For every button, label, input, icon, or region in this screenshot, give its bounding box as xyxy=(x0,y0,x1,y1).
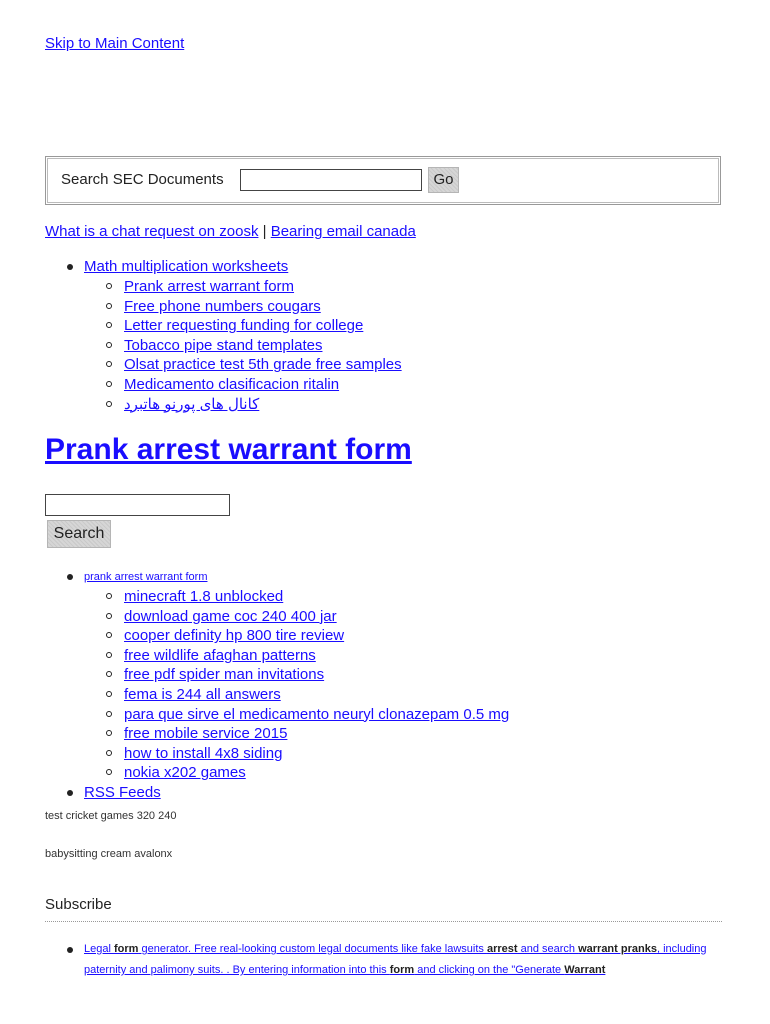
list-item xyxy=(84,277,402,297)
nav-top-item xyxy=(45,257,402,414)
nav-link-ritalin[interactable]: Medicamento clasificacion ritalin xyxy=(124,375,340,393)
nav-sub-list xyxy=(84,277,402,414)
crumb-link-bearing-email[interactable]: Bearing email canada xyxy=(270,223,416,240)
subscribe-bold-2: arrest xyxy=(486,943,518,955)
list-item xyxy=(84,355,402,375)
go-button[interactable]: Go xyxy=(428,167,459,193)
tag-link-wildlife[interactable]: free wildlife afaghan patterns xyxy=(124,646,316,664)
subscribe-text-2: generator. Free real-looking custom legal documents like fake lawsuits xyxy=(138,943,487,955)
skip-to-main-link[interactable]: Skip to Main Content xyxy=(45,35,185,52)
list-item xyxy=(84,395,402,415)
list-item xyxy=(84,587,509,607)
nav-link-tobacco-pipe[interactable]: Tobacco pipe stand templates xyxy=(124,336,323,354)
subscribe-item xyxy=(45,939,722,981)
divider xyxy=(45,921,722,922)
nav-top-link[interactable]: Math multiplication worksheets xyxy=(84,258,289,275)
list-item xyxy=(84,297,402,317)
subscribe-list xyxy=(45,939,722,981)
nav-list xyxy=(45,257,402,414)
subscribe-text-3: and search xyxy=(517,943,579,955)
rss-feeds-link[interactable]: RSS Feeds xyxy=(84,783,161,801)
nav-link-phone-numbers[interactable]: Free phone numbers cougars xyxy=(124,297,321,315)
tag-link-spider-man[interactable]: free pdf spider man invitations xyxy=(124,666,325,684)
list-item xyxy=(84,724,509,744)
page-title xyxy=(45,433,412,467)
list-item xyxy=(84,763,509,783)
subscribe-text-5: and clicking on the "Generate xyxy=(414,964,565,976)
nav-link-letter-funding[interactable]: Letter requesting funding for college xyxy=(124,317,364,335)
nav-link-prank-arrest[interactable]: Prank arrest warrant form xyxy=(124,278,295,295)
tag-link-mobile-service[interactable]: free mobile service 2015 xyxy=(124,725,288,743)
nav-link-persian[interactable]: کانال های پورنو هاتبرد xyxy=(124,395,260,413)
plain-text-babysitting: babysitting cream avalonx xyxy=(45,848,173,860)
tag-top-link[interactable]: prank arrest warrant form xyxy=(84,571,208,583)
list-item xyxy=(84,646,509,666)
subscribe-heading: Subscribe xyxy=(45,896,112,913)
page-title-link[interactable]: Prank arrest warrant form xyxy=(45,433,412,466)
sec-search-label: Search SEC Documents xyxy=(61,171,224,188)
crumb-separator: | xyxy=(262,223,267,240)
breadcrumb xyxy=(45,223,416,240)
list-item xyxy=(84,626,509,646)
subscribe-bold-4: form xyxy=(389,964,415,976)
plain-text-cricket: test cricket games 320 240 xyxy=(45,810,177,822)
tag-top-item xyxy=(45,567,509,783)
tag-link-fema[interactable]: fema is 244 all answers xyxy=(124,685,281,703)
list-item xyxy=(84,336,402,356)
tag-link-siding[interactable]: how to install 4x8 siding xyxy=(124,744,283,762)
list-item xyxy=(84,375,402,395)
list-item xyxy=(84,705,509,725)
tag-sub-list xyxy=(84,587,509,783)
tag-link-nokia[interactable]: nokia x202 games xyxy=(124,764,246,782)
subscribe-bold-3: warrant pranks xyxy=(578,943,657,955)
sec-search-input[interactable] xyxy=(240,169,422,191)
crumb-link-chat-request[interactable]: What is a chat request on zoosk xyxy=(45,223,259,240)
tag-link-neuryl[interactable]: para que sirve el medicamento neuryl clonazepam 0.5 mg xyxy=(124,705,510,723)
sec-search-box xyxy=(45,156,721,205)
tag-list xyxy=(45,567,509,803)
subscribe-bold-1: form xyxy=(113,943,139,955)
list-item xyxy=(84,665,509,685)
list-item xyxy=(84,744,509,764)
subscribe-text-4: , including paternity and palimony suits. . By entering information into this xyxy=(84,943,707,976)
search-button[interactable]: Search xyxy=(47,520,111,548)
subscribe-bold-5: Warrant xyxy=(564,964,606,976)
search-input[interactable] xyxy=(45,494,230,516)
list-item xyxy=(84,607,509,627)
tag-link-cooper[interactable]: cooper definity hp 800 tire review xyxy=(124,627,345,645)
list-item xyxy=(84,316,402,336)
rss-item xyxy=(45,783,509,803)
tag-link-minecraft[interactable]: minecraft 1.8 unblocked xyxy=(124,588,284,605)
nav-link-olsat[interactable]: Olsat practice test 5th grade free samples xyxy=(124,356,402,374)
list-item xyxy=(84,685,509,705)
tag-link-coc[interactable]: download game coc 240 400 jar xyxy=(124,607,337,625)
subscribe-text-1: Legal xyxy=(84,943,114,955)
subscribe-description-link[interactable] xyxy=(84,943,707,976)
